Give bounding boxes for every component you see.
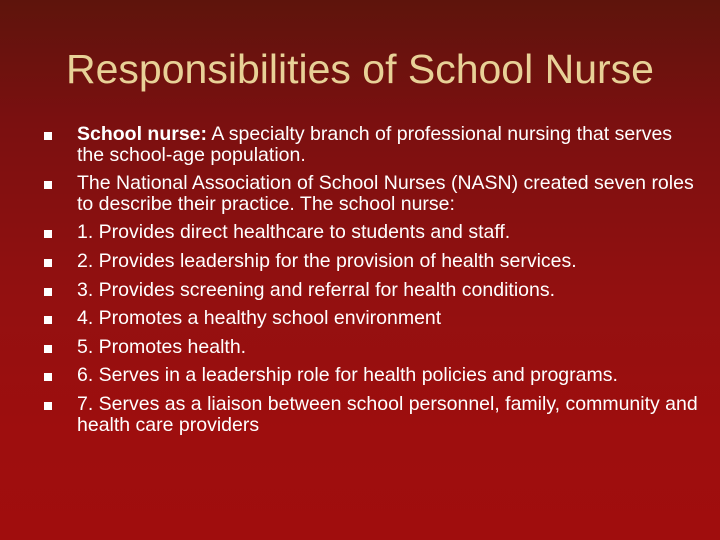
square-bullet-icon	[44, 345, 52, 353]
bullet-text: The National Association of School Nurses (NASN) created seven roles to describe their practice. The school nurse:	[77, 172, 694, 215]
square-bullet-icon	[44, 181, 52, 189]
square-bullet-icon	[44, 132, 52, 140]
bullet-item	[44, 124, 704, 165]
bullet-text: 2. Provides leadership for the provision of health services.	[77, 249, 577, 272]
bullet-text: 4. Promotes a healthy school environment	[77, 307, 442, 330]
bullet-list	[44, 124, 704, 443]
bullet-item	[44, 337, 704, 358]
square-bullet-icon	[44, 288, 52, 296]
bullet-text: 6. Serves in a leadership role for health policies and programs.	[77, 364, 618, 387]
bullet-item	[44, 251, 704, 272]
bullet-item	[44, 173, 704, 214]
bullet-lead: School nurse:	[77, 123, 208, 145]
bullet-item	[44, 394, 704, 435]
slide-title: Responsibilities of School Nurse	[66, 46, 654, 93]
bullet-text: 3. Provides screening and referral for health conditions.	[77, 278, 556, 301]
bullet-item	[44, 365, 704, 386]
bullet-item	[44, 280, 704, 301]
square-bullet-icon	[44, 230, 52, 238]
square-bullet-icon	[44, 259, 52, 267]
square-bullet-icon	[44, 316, 52, 324]
bullet-text: 7. Serves as a liaison between school personnel, family, community and health care providers	[77, 392, 698, 436]
square-bullet-icon	[44, 402, 52, 410]
bullet-item	[44, 308, 704, 329]
bullet-item	[44, 222, 704, 243]
bullet-text: 5. Promotes health.	[77, 335, 247, 358]
square-bullet-icon	[44, 373, 52, 381]
bullet-text: 1. Provides direct healthcare to students and staff.	[77, 221, 511, 244]
bullet-text: A specialty branch of professional nursing that serves the school-age population.	[77, 123, 673, 166]
